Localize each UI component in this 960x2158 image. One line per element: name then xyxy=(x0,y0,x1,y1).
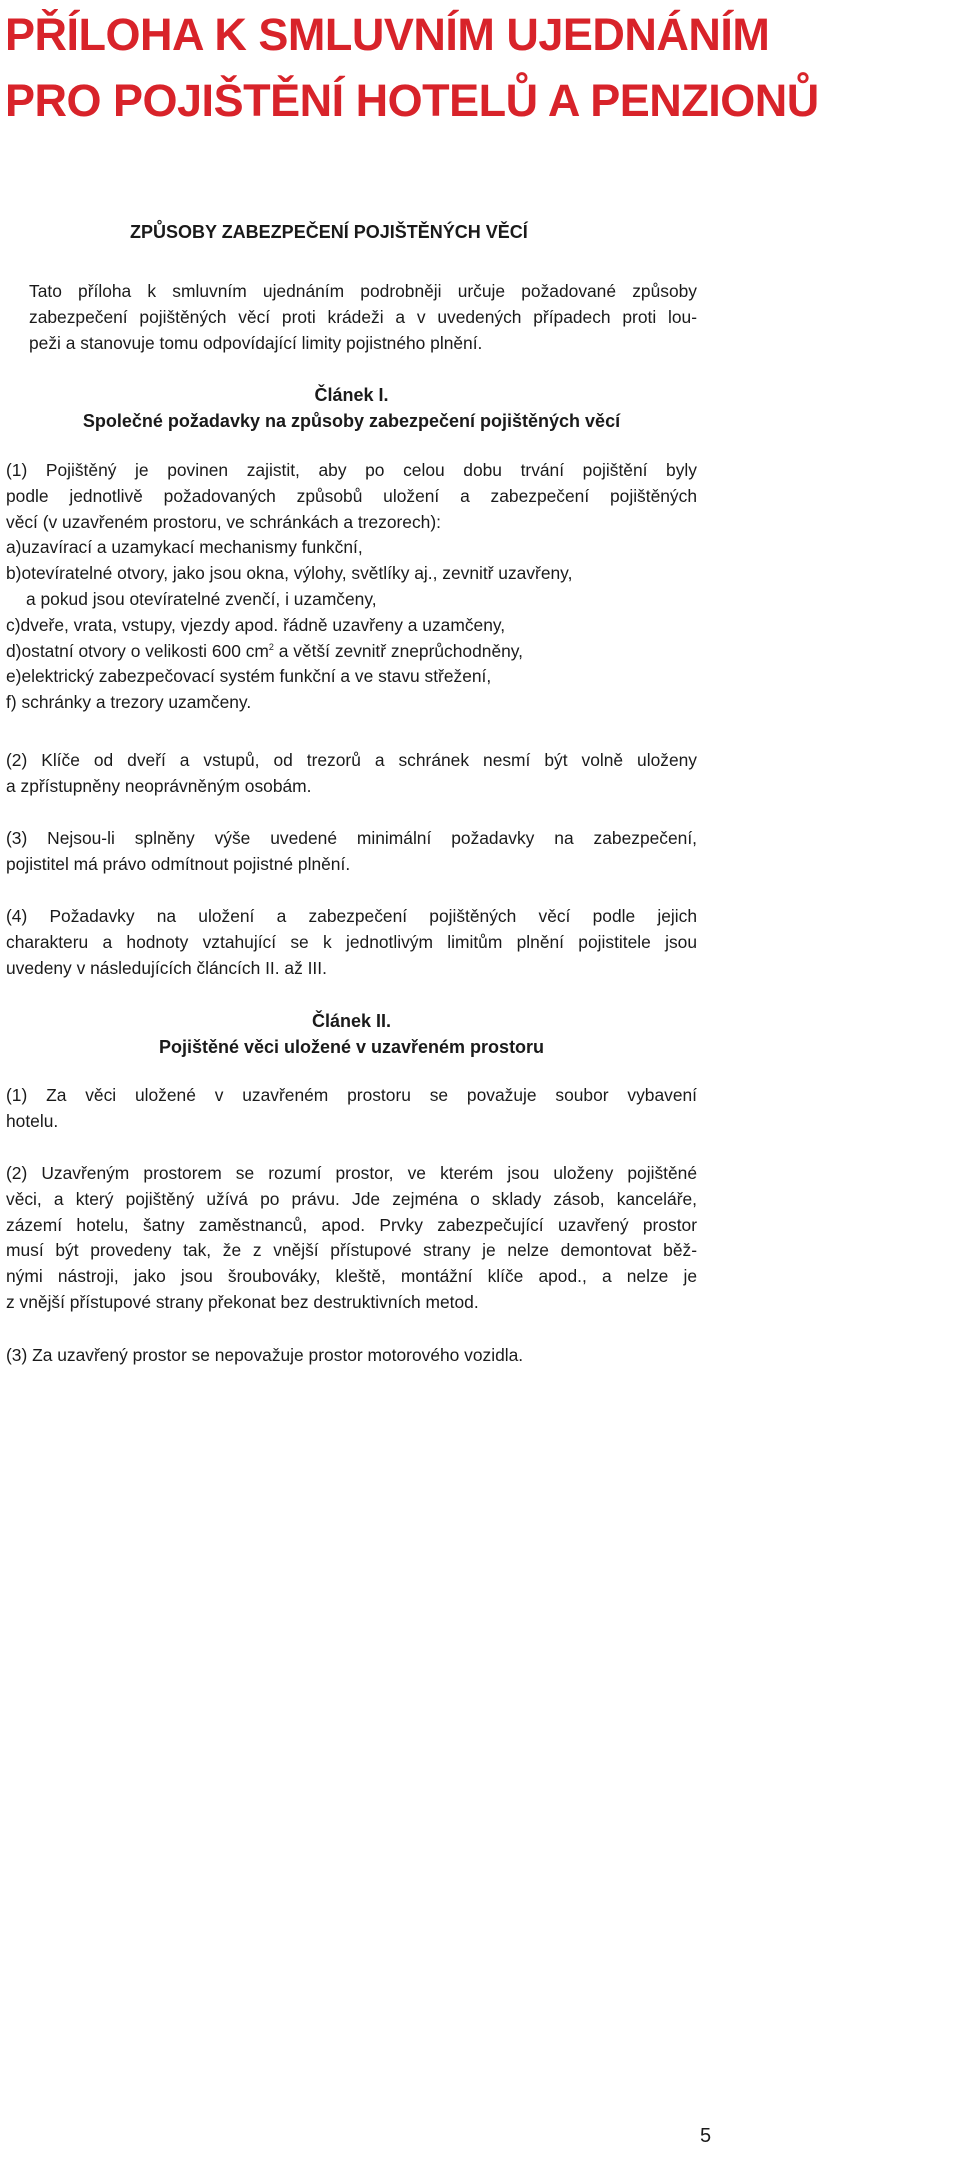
list-item xyxy=(6,690,697,716)
list-item xyxy=(6,639,697,665)
paragraph-line: podle jednotlivě požadovaných způsobů uložení a zabezpečení pojištěných xyxy=(6,485,697,506)
article-2-heading: Článek II. xyxy=(311,1011,392,1031)
paragraph-line: (2) Klíče od dveří a vstupů, od trezorů a schránek nesmí být volně uloženy xyxy=(6,750,697,770)
paragraph-line: (1) Pojištěný je povinen zajistit, aby po celou dobu trvání pojištění byly xyxy=(6,460,697,480)
list-item-text: dveře, vrata, vstupy, vjezdy apod. řádně uzavřeny a uzamčeny, xyxy=(20,614,506,635)
title-line-2: PRO POJIŠTĚNÍ HOTELŮ A PENZIONŮ xyxy=(5,75,819,126)
paragraph-line: (1) Za věci uložené v uzavřeném prostoru se považuje soubor vybavení xyxy=(6,1085,697,1105)
paragraph-line: uvedeny v následujících článcích II. až III. xyxy=(6,957,327,978)
document-title xyxy=(5,2,955,134)
page-number: 5 xyxy=(700,2125,712,2147)
title-line-1: PŘÍLOHA K SMLUVNÍM UJEDNÁNÍM xyxy=(5,9,770,60)
list-item-continuation xyxy=(6,587,697,613)
list-marker: f) xyxy=(6,692,17,713)
list-marker: d) xyxy=(6,640,22,661)
paragraph-line: věcí (v uzavřeném prostoru, ve schránkách a trezorech): xyxy=(6,511,441,532)
paragraph-line: zázemí hotelu, šatny zaměstnanců, apod. Prvky zabezpečující uzavřený prostor xyxy=(6,1214,697,1235)
list-item-text: uzavírací a uzamykací mechanismy funkční, xyxy=(21,537,363,558)
list-item-text: a pokud jsou otevíratelné zvenčí, i uzamčeny, xyxy=(26,588,377,609)
intro-line: Tato příloha k smluvním ujednáním podrobněji určuje požadované způsoby xyxy=(29,281,697,301)
superscript: 2 xyxy=(268,641,274,652)
paragraph-line: pojistitel má právo odmítnout pojistné plnění. xyxy=(6,853,351,874)
list-item-text: ostatní otvory o velikosti 600 cm xyxy=(21,640,269,661)
paragraph-line: z vnější přístupové strany překonat bez destruktivních metod. xyxy=(6,1291,479,1312)
requirements-list xyxy=(6,535,697,716)
article-1-subheading: Společné požadavky na způsoby zabezpečení pojištěných věcí xyxy=(82,411,621,431)
article-1-heading: Článek I. xyxy=(314,385,389,405)
paragraph-line: věci, a který pojištěný užívá po právu. Jde zejména o sklady zásob, kanceláře, xyxy=(6,1188,697,1209)
paragraph-line: charakteru a hodnoty vztahující se k jednotlivým limitům plnění pojistitele jsou xyxy=(6,931,697,952)
list-item xyxy=(6,664,697,690)
list-item-text: otevíratelné otvory, jako jsou okna, výlohy, světlíky aj., zevnitř uzavřeny, xyxy=(21,563,573,584)
article-2-paragraph-1 xyxy=(6,1083,697,1135)
list-marker: e) xyxy=(6,666,22,687)
paragraph-line: (4) Požadavky na uložení a zabezpečení pojištěných věcí podle jejich xyxy=(6,906,697,926)
section-subtitle: ZPŮSOBY ZABEZPEČENÍ POJIŠTĚNÝCH VĚCÍ xyxy=(130,222,528,242)
article-2-paragraph-2 xyxy=(6,1161,697,1316)
list-marker: b) xyxy=(6,563,22,584)
article-1-paragraph-3 xyxy=(6,826,697,878)
list-item-text: elektrický zabezpečovací systém funkční a ve stavu střežení, xyxy=(21,666,492,687)
intro-line: peži a stanovuje tomu odpovídající limity pojistného plnění. xyxy=(29,332,483,353)
article-1-header xyxy=(6,382,697,434)
article-1-paragraph-1 xyxy=(6,458,697,716)
paragraph-line: a zpřístupněny neoprávněným osobám. xyxy=(6,775,312,796)
intro-line: zabezpečení pojištěných věcí proti krádeži a v uvedených případech proti lou- xyxy=(29,306,697,327)
list-item xyxy=(6,561,697,587)
paragraph-line: nými nástroji, jako jsou šroubováky, kleště, montážní klíče apod., a nelze je xyxy=(6,1266,697,1287)
paragraph-line: (3) Nejsou-li splněny výše uvedené minimální požadavky na zabezpečení, xyxy=(6,828,697,848)
article-2-header xyxy=(6,1008,697,1060)
article-1-paragraph-2 xyxy=(6,748,697,800)
paragraph-line: musí být provedeny tak, že z vnější přístupové strany je nelze demontovat běž- xyxy=(6,1240,697,1261)
article-2-subheading: Pojištěné věci uložené v uzavřeném prostoru xyxy=(158,1037,545,1057)
intro-paragraph xyxy=(29,279,697,356)
list-item xyxy=(6,613,697,639)
paragraph-line: (2) Uzavřeným prostorem se rozumí prostor, ve kterém jsou uloženy pojištěné xyxy=(6,1163,697,1183)
article-2-paragraph-3 xyxy=(6,1343,697,1369)
list-item-text: schránky a trezory uzamčeny. xyxy=(16,692,252,713)
paragraph-line: hotelu. xyxy=(6,1110,59,1131)
list-marker: a) xyxy=(6,537,22,558)
list-item xyxy=(6,535,697,561)
paragraph-line: (3) Za uzavřený prostor se nepovažuje prostor motorového vozidla. xyxy=(6,1345,524,1365)
list-item-text-tail: a větší zevnitř zneprůchodněny, xyxy=(273,640,524,661)
article-1-paragraph-4 xyxy=(6,904,697,981)
list-marker: c) xyxy=(6,614,21,635)
